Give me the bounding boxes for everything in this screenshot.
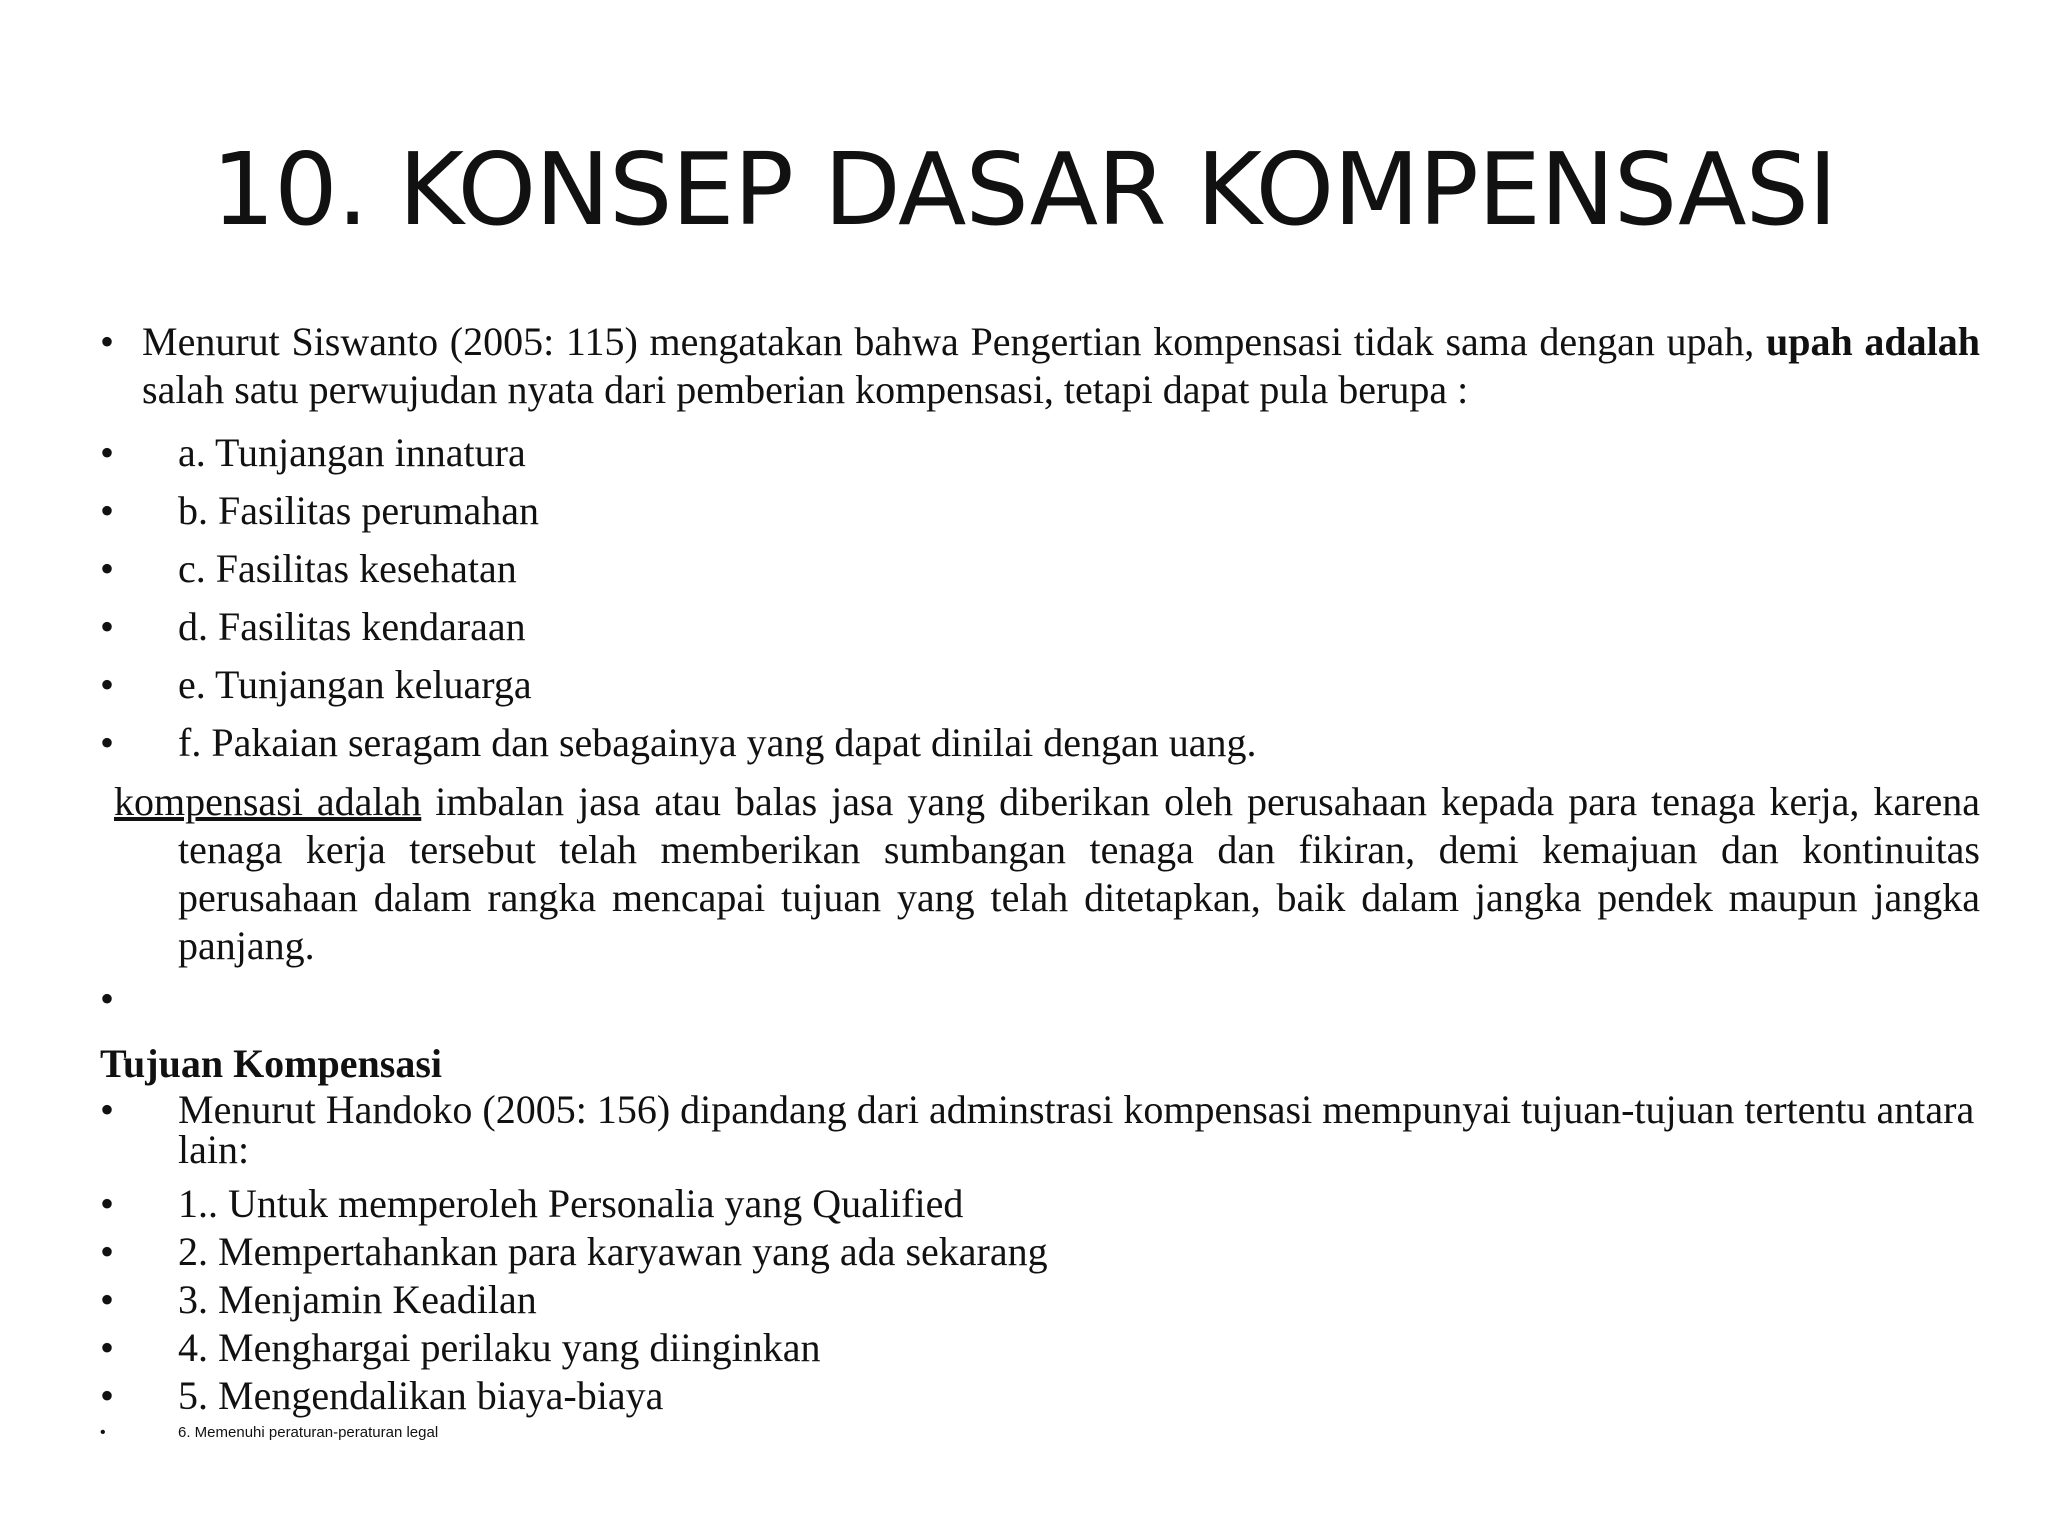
list-item bbox=[100, 1228, 1980, 1276]
bullet-icon: • bbox=[100, 319, 115, 364]
bullet-icon: • bbox=[100, 662, 115, 707]
bullet-icon: • bbox=[100, 430, 115, 475]
bullet-icon: • bbox=[100, 1087, 115, 1132]
list-item-text: 1.. Untuk memperoleh Personalia yang Qualified bbox=[178, 1181, 964, 1226]
tujuan-intro-text: Menurut Handoko (2005: 156) dipandang dari adminstrasi kompensasi mempunyai tujuan-tujuan tertentu antara lain: bbox=[178, 1087, 1975, 1172]
list-item-text: 3. Menjamin Keadilan bbox=[178, 1277, 537, 1322]
definition-paragraph bbox=[100, 778, 1980, 970]
list-item-text: 2. Mempertahankan para karyawan yang ada sekarang bbox=[178, 1229, 1048, 1274]
bullet-icon: • bbox=[100, 546, 115, 591]
list-item bbox=[100, 1372, 1980, 1420]
list-item bbox=[100, 1180, 1980, 1228]
empty-bullet bbox=[100, 970, 1980, 1034]
slide-body bbox=[100, 318, 1980, 1446]
bullet-icon: • bbox=[100, 1325, 115, 1370]
list-item bbox=[100, 656, 1980, 714]
list-item-small bbox=[100, 1420, 1980, 1446]
list-item bbox=[100, 1276, 1980, 1324]
bullet-icon: • bbox=[100, 720, 115, 765]
intro-paragraph bbox=[100, 318, 1980, 414]
slide-title: 10. KONSEP DASAR KOMPENSASI bbox=[211, 131, 1837, 248]
list-item bbox=[100, 424, 1980, 482]
bullet-icon: • bbox=[100, 976, 115, 1021]
list-item bbox=[100, 598, 1980, 656]
bullet-icon: • bbox=[100, 1277, 115, 1322]
intro-bold: upah adalah bbox=[1765, 319, 1981, 364]
list-item-text: 4. Menghargai perilaku yang diinginkan bbox=[178, 1325, 821, 1370]
list-item-text: f. Pakaian seragam dan sebagainya yang dapat dinilai dengan uang. bbox=[178, 720, 1257, 765]
section-heading: Tujuan Kompensasi bbox=[100, 1041, 442, 1086]
list-item-text: c. Fasilitas kesehatan bbox=[178, 546, 517, 591]
bullet-icon: • bbox=[100, 1181, 115, 1226]
definition-underlined: kompensasi adalah bbox=[114, 779, 422, 824]
bullet-icon: • bbox=[100, 488, 115, 533]
list-item-text: d. Fasilitas kendaraan bbox=[178, 604, 526, 649]
list-item-text: b. Fasilitas perumahan bbox=[178, 488, 540, 533]
bullet-icon: • bbox=[100, 1424, 106, 1441]
intro-text-before: Menurut Siswanto (2005: 115) mengatakan bahwa Pengertian kompensasi tidak sama dengan upah, bbox=[142, 319, 1766, 364]
intro-text-after: salah satu perwujudan nyata dari pemberian kompensasi, tetapi dapat pula berupa : bbox=[142, 367, 1469, 412]
list-item-text: a. Tunjangan innatura bbox=[178, 430, 526, 475]
bullet-icon: • bbox=[100, 604, 115, 649]
list-item bbox=[100, 482, 1980, 540]
list-item-text: e. Tunjangan keluarga bbox=[178, 662, 532, 707]
list-item-text: 5. Mengendalikan biaya-biaya bbox=[178, 1373, 664, 1418]
definition-text: imbalan jasa atau balas jasa yang diberikan oleh perusahaan kepada para tenaga kerja, karena tenaga kerja tersebut telah memberikan sumbangan tenaga dan fikiran, demi kemajuan dan kontinuitas perusahaan dalam rangka mencapai tujuan yang telah ditetapkan, baik dalam jangka pendek maupun jangka panjang. bbox=[178, 779, 1980, 968]
bullet-icon: • bbox=[100, 1229, 115, 1274]
list-item bbox=[100, 714, 1980, 772]
list-item bbox=[100, 540, 1980, 598]
list-item bbox=[100, 1324, 1980, 1372]
tujuan-intro bbox=[100, 1087, 1980, 1172]
bullet-icon: • bbox=[100, 1373, 115, 1418]
list-item-text: 6. Memenuhi peraturan-peraturan legal bbox=[178, 1424, 439, 1441]
